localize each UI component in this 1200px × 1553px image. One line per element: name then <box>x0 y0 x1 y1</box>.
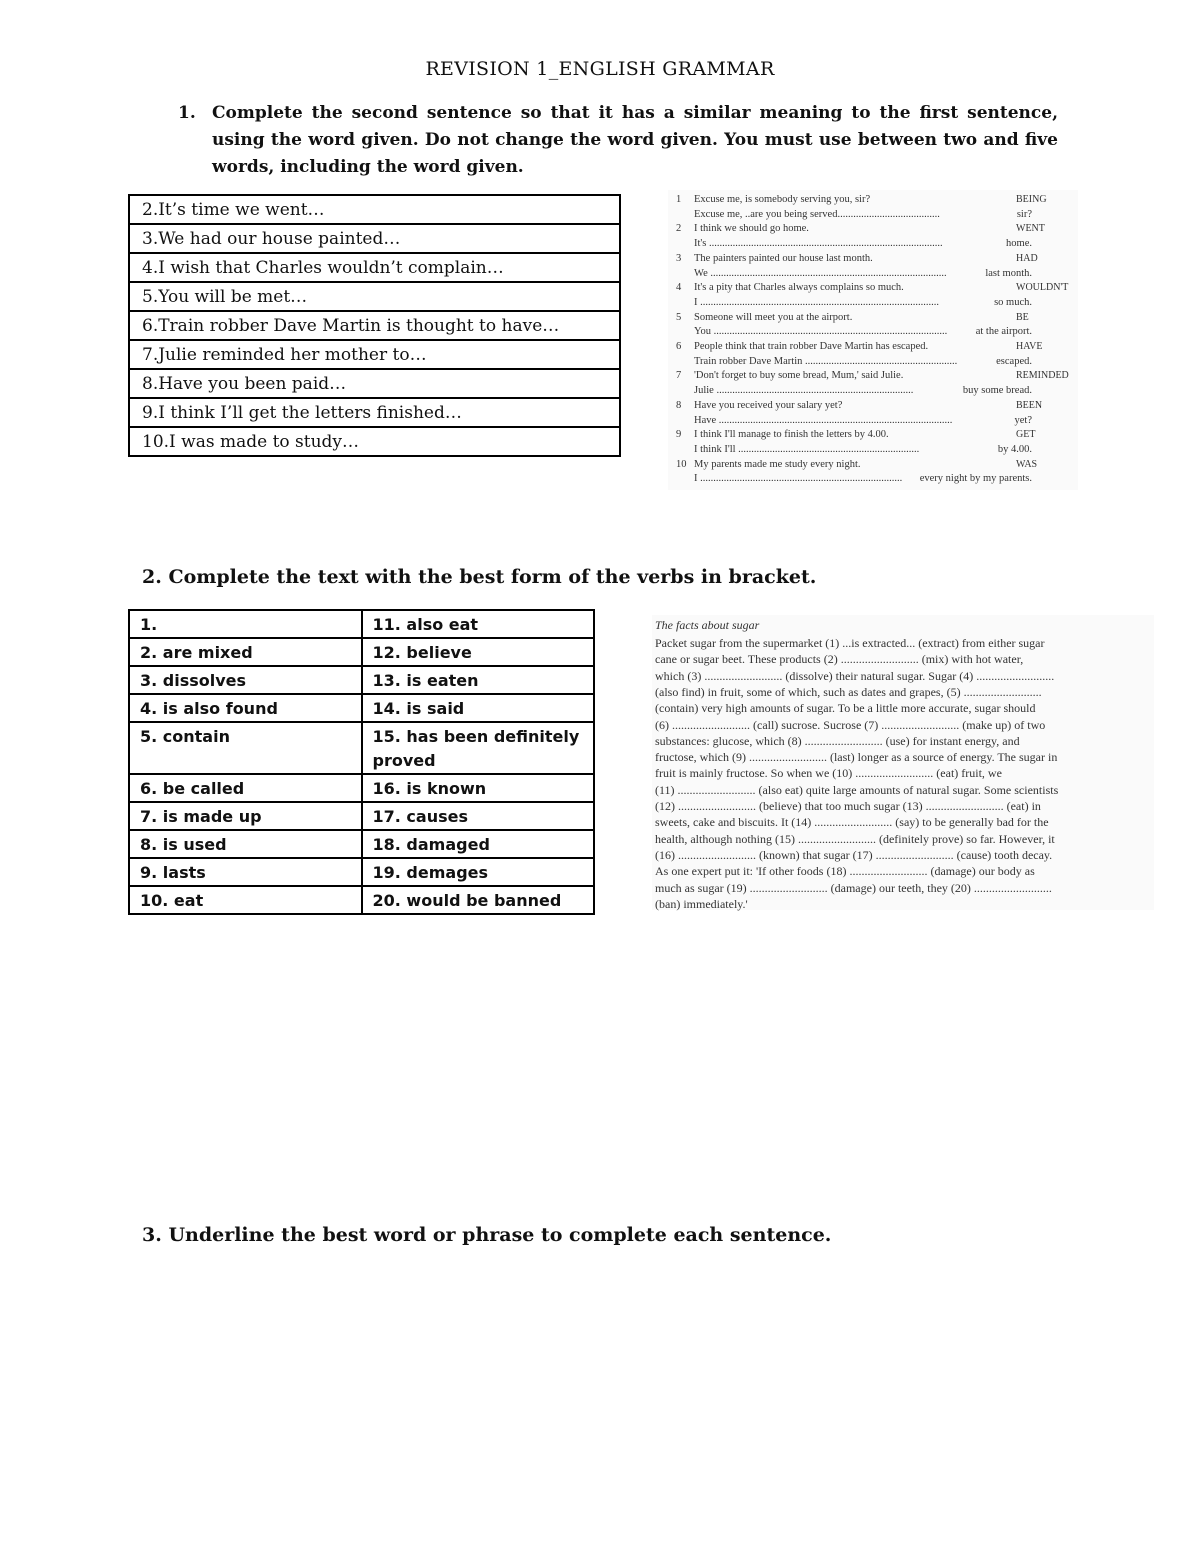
scan-question-number: 1 <box>676 194 682 205</box>
scan-line-ending: sir? <box>1016 208 1032 220</box>
scan-question-sentence: It's ......................................................................................... <box>694 238 943 250</box>
scan-keyword: WAS <box>1016 458 1038 470</box>
exercise-3-heading: 3. Underline the best word or phrase to complete each sentence. <box>142 1224 832 1246</box>
scan-question-sentence: It's a pity that Charles always complains so much. <box>694 282 904 294</box>
table-row <box>129 886 594 914</box>
answer-cell: 17. causes <box>362 802 595 830</box>
answer-cell: 8.Have you been paid… <box>129 369 620 398</box>
scan-question-number: 10 <box>676 458 687 470</box>
scan-keyword: WOULDN'T <box>1016 282 1069 294</box>
answer-cell: 4.I wish that Charles wouldn’t complain… <box>129 253 620 282</box>
exercise-1-scanned-questions <box>668 190 1078 490</box>
scan-question-number: 3 <box>676 252 682 264</box>
scan-text-line: (contain) very high amounts of sugar. To be a little more accurate, sugar should <box>655 701 1036 716</box>
scan-question-sentence: Julie ........................................................................... <box>694 385 914 397</box>
scan-line-ending: home. <box>1006 238 1032 250</box>
table-row <box>129 224 620 253</box>
table-row <box>129 610 594 638</box>
answer-cell: 1. <box>129 610 362 638</box>
scan-text-line: (12) .......................... (believe) that too much sugar (13) .......................... (eat) in <box>655 799 1041 813</box>
table-row <box>129 369 620 398</box>
table-row <box>129 311 620 340</box>
answer-cell: 3. dissolves <box>129 666 362 694</box>
exercise-2-scanned-text <box>652 615 1154 910</box>
answer-cell: 9. lasts <box>129 858 362 886</box>
scan-text-line: health, although nothing (15) .......................... (definitely prove) so far. However, it <box>655 831 1055 846</box>
answer-cell: 13. is eaten <box>362 666 595 694</box>
scan-question-sentence: Train robber Dave Martin .......................................................... <box>694 355 958 367</box>
table-row <box>129 398 620 427</box>
scan-question-number: 7 <box>676 370 682 382</box>
scan-question-number: 4 <box>676 282 682 294</box>
scan-question-sentence: 'Don't forget to buy some bread, Mum,' said Julie. <box>694 370 904 382</box>
scan-question-sentence: Have you received your salary yet? <box>694 399 843 411</box>
scan-line-ending: yet? <box>1014 414 1032 426</box>
answer-cell: 6. be called <box>129 774 362 802</box>
scan-keyword: REMINDED <box>1016 370 1069 382</box>
scan-text-line: cane or sugar beet. These products (2) .......................... (mix) with hot water, <box>655 652 1024 667</box>
scan-keyword: WENT <box>1016 223 1045 235</box>
scan-question-sentence: The painters painted our house last month. <box>694 252 873 264</box>
answer-cell: 14. is said <box>362 694 595 722</box>
scan-text-line: (11) .......................... (also eat) quite large amounts of natural sugar. Some scientists <box>655 782 1059 797</box>
table-row <box>129 858 594 886</box>
table-row <box>129 253 620 282</box>
scan-text-line: (6) .......................... (call) sucrose. Sucrose (7) .......................... (make up) of two <box>655 717 1046 732</box>
scan-line-ending: last month. <box>985 267 1032 279</box>
scan-text-line: much as sugar (19) .......................... (damage) our teeth, they (20) .......................... <box>655 880 1052 895</box>
answer-cell: 15. has been definitely proved <box>362 722 595 774</box>
scan-line-ending: escaped. <box>996 355 1032 367</box>
exercise-1-answer-table <box>128 194 621 457</box>
answer-cell: 10. eat <box>129 886 362 914</box>
answer-cell: 19. demages <box>362 858 595 886</box>
scan-question-number: 8 <box>676 399 682 411</box>
scan-line-ending: by 4.00. <box>997 443 1032 455</box>
answer-cell: 16. is known <box>362 774 595 802</box>
exercise-1-text: Complete the second sentence so that it has a similar meaning to the first sentence, using the word given. Do not change the word given. You must use between two and five words, including the word given. <box>212 103 1058 177</box>
scan-line-ending: at the airport. <box>975 326 1032 338</box>
scan-text-line: Packet sugar from the supermarket (1) ...is extracted... (extract) from either sugar <box>655 636 1045 650</box>
answer-cell: 5.You will be met… <box>129 282 620 311</box>
scan-question-sentence: I ........................................................................................... <box>694 296 939 308</box>
exercise-2-answer-table <box>128 609 595 915</box>
scan-text-title: The facts about sugar <box>655 618 760 632</box>
answer-cell: 8. is used <box>129 830 362 858</box>
scan-text-line: (ban) immediately.' <box>655 896 748 911</box>
scan-keyword: HAVE <box>1016 341 1043 352</box>
answer-cell: 12. believe <box>362 638 595 666</box>
table-row <box>129 666 594 694</box>
scan-keyword: GET <box>1016 429 1036 441</box>
scan-text-line: (also find) in fruit, some of which, such as dates and grapes, (5) .......................... <box>655 684 1042 699</box>
answer-cell: 9.I think I’ll get the letters finished… <box>129 398 620 427</box>
table-row <box>129 195 620 224</box>
table-row <box>129 694 594 722</box>
answer-cell: 18. damaged <box>362 830 595 858</box>
document-title: REVISION 1_ENGLISH GRAMMAR <box>425 58 775 80</box>
scan-question-number: 5 <box>676 311 682 323</box>
scan-question-sentence: I ............................................................................. <box>694 473 903 485</box>
scan-text-line: (16) .......................... (known) that sugar (17) .......................... (cause) tooth decay. <box>655 847 1053 862</box>
table-row <box>129 427 620 456</box>
table-row <box>129 774 594 802</box>
exercise-1-number: 1. <box>178 103 196 123</box>
scan-text-line: fruit is mainly fructose. So when we (10) .......................... (eat) fruit, we <box>655 766 1002 781</box>
table-row <box>129 340 620 369</box>
answer-cell: 10.I was made to study… <box>129 427 620 456</box>
scan-keyword: HAD <box>1016 252 1038 264</box>
scan-question-sentence: Excuse me, ..are you being served....................................... <box>694 208 940 220</box>
scan-text-line: substances: glucose, which (8) .......................... (use) for instant energy, and <box>655 733 1020 748</box>
answer-cell: 5. contain <box>129 722 362 774</box>
scan-line-ending: buy some bread. <box>962 385 1032 397</box>
scan-question-sentence: We .......................................................................................... <box>694 267 947 279</box>
table-row <box>129 830 594 858</box>
scan-question-sentence: My parents made me study every night. <box>694 458 861 470</box>
scan-text-line: sweets, cake and biscuits. It (14) .......................... (say) to be generally bad for the <box>655 815 1049 830</box>
scan-question-sentence: Have ......................................................................................... <box>694 414 953 426</box>
scan-question-sentence: Excuse me, is somebody serving you, sir? <box>694 194 871 205</box>
scan-question-sentence: You ......................................................................................... <box>694 326 948 338</box>
scan-text-line: fructose, which (9) .......................... (last) longer as a source of energy. The sugar in <box>655 750 1058 765</box>
scan-line-ending: every night by my parents. <box>919 473 1032 485</box>
scan-question-sentence: Someone will meet you at the airport. <box>694 311 853 323</box>
scan-line-ending: so much. <box>994 296 1032 308</box>
answer-cell: 7.Julie reminded her mother to… <box>129 340 620 369</box>
scan-question-number: 9 <box>676 429 682 441</box>
answer-cell: 2. are mixed <box>129 638 362 666</box>
scan-question-number: 6 <box>676 341 682 352</box>
answer-cell: 6.Train robber Dave Martin is thought to have… <box>129 311 620 340</box>
scan-question-sentence: I think I'll manage to finish the letters by 4.00. <box>694 429 889 441</box>
answer-cell: 4. is also found <box>129 694 362 722</box>
answer-cell: 2.It’s time we went… <box>129 195 620 224</box>
answer-cell: 11. also eat <box>362 610 595 638</box>
scan-question-sentence: I think I'll ..................................................................... <box>694 443 920 455</box>
scan-question-sentence: People think that train robber Dave Martin has escaped. <box>694 341 929 352</box>
table-row <box>129 722 594 774</box>
table-row <box>129 638 594 666</box>
scan-question-sentence: I think we should go home. <box>694 223 809 235</box>
scan-question-number: 2 <box>676 223 682 235</box>
scan-keyword: BEING <box>1016 194 1047 205</box>
scan-text-line: As one expert put it: 'If other foods (18) .......................... (damage) our body as <box>655 864 1035 879</box>
exercise-1-instruction <box>178 100 1058 181</box>
answer-cell: 7. is made up <box>129 802 362 830</box>
scan-keyword: BE <box>1016 311 1029 323</box>
table-row <box>129 802 594 830</box>
answer-cell: 3.We had our house painted… <box>129 224 620 253</box>
answer-cell: 20. would be banned <box>362 886 595 914</box>
scan-text-line: which (3) .......................... (dissolve) their natural sugar. Sugar (4) .......................... <box>655 668 1055 683</box>
table-row <box>129 282 620 311</box>
scan-keyword: BEEN <box>1016 399 1043 411</box>
exercise-2-heading: 2. Complete the text with the best form of the verbs in bracket. <box>142 566 817 588</box>
